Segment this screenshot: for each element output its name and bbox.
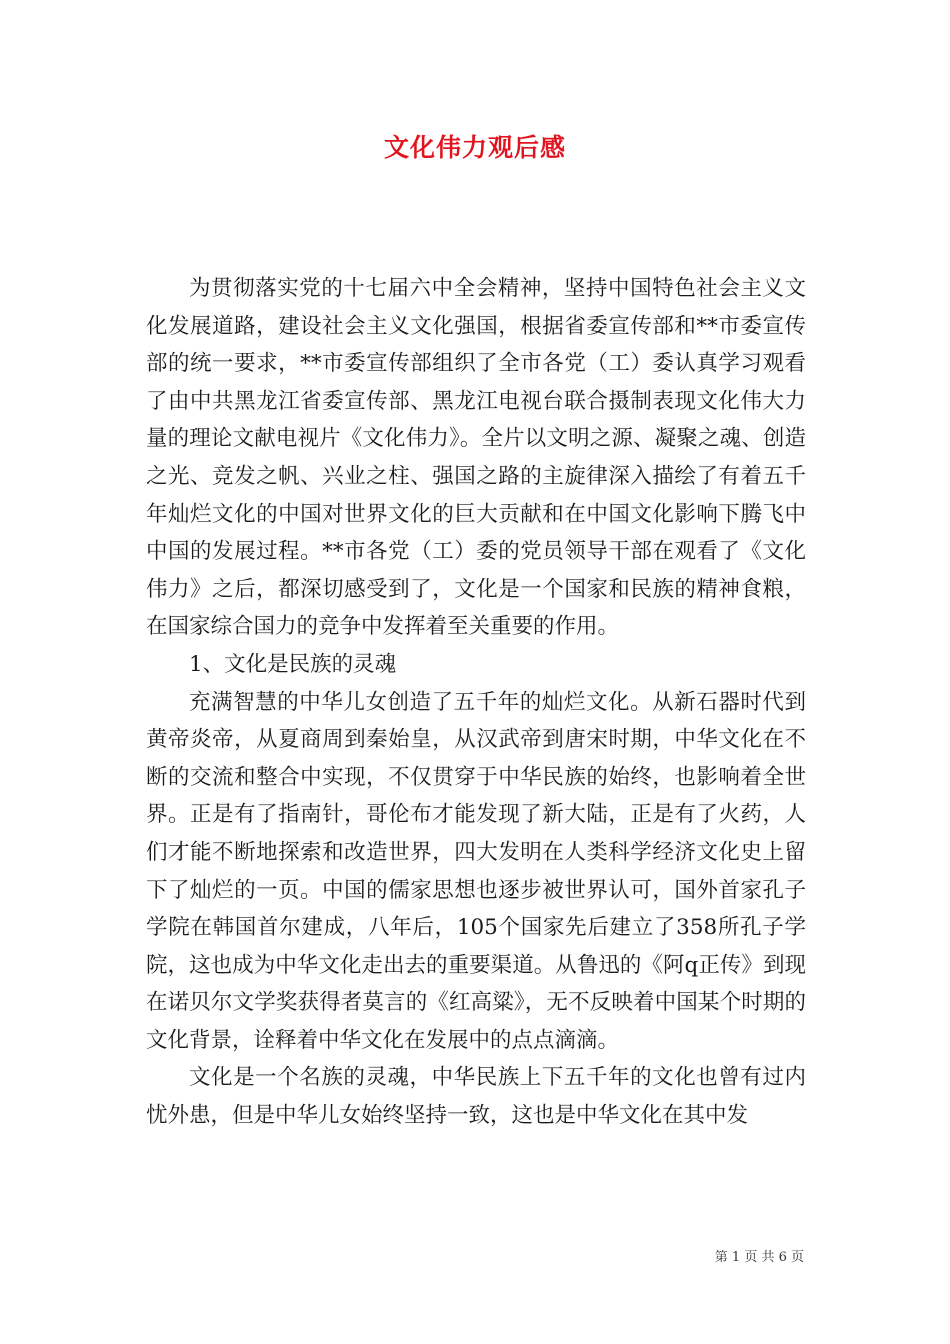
paragraph-intro: 为贯彻落实党的十七届六中全会精神，坚持中国特色社会主义文化发展道路，建设社会主义文化强国，根据省委宣传部和**市委宣传部的统一要求，**市委宣传部组织了全市各党（工）委认真学习观看了由中共黑龙江省委宣传部、黑龙江电视台联合摄制表现文化伟大力量的理论文献电视片《文化伟力》。全片以文明之源、凝聚之魂、创造之光、竞发之帆、兴业之柱、强国之路的主旋律深入描绘了有着五千年灿烂文化的中国对世界文化的巨大贡献和在中国文化影响下腾飞中中国的发展过程。**市各党（工）委的党员领导干部在观看了《文化伟力》之后，都深切感受到了，文化是一个国家和民族的精神食粮，在国家综合国力的竞争中发挥着至关重要的作用。	[146, 276, 806, 640]
paragraph-continued: 文化是一个名族的灵魂，中华民族上下五千年的文化也曾有过内忧外患，但是中华儿女始终坚持一致，这也是中华文化在其中发	[146, 1065, 806, 1129]
page-number-footer: 第 1 页 共 6 页	[714, 1250, 804, 1265]
document-body	[146, 270, 806, 1135]
document-title: 文化伟力观后感	[383, 133, 566, 162]
paragraph-section-1: 充满智慧的中华儿女创造了五千年的灿烂文化。从新石器时代到黄帝炎帝，从夏商周到秦始皇，从汉武帝到唐宋时期，中华文化在不断的交流和整合中实现，不仅贯穿于中华民族的始终，也影响着全世界。正是有了指南针，哥伦布才能发现了新大陆，正是有了火药，人们才能不断地探索和改造世界，四大发明在人类科学经济文化史上留下了灿烂的一页。中国的儒家思想也逐步被世界认可，国外首家孔子学院在韩国首尔建成，八年后，105个国家先后建立了358所孔子学院，这也成为中华文化走出去的重要渠道。从鲁迅的《阿q正传》到现在诺贝尔文学奖获得者莫言的《红高粱》，无不反映着中国某个时期的文化背景，诠释着中华文化在发展中的点点滴滴。	[146, 689, 806, 1053]
section-heading-1: 1、文化是民族的灵魂	[189, 651, 397, 677]
